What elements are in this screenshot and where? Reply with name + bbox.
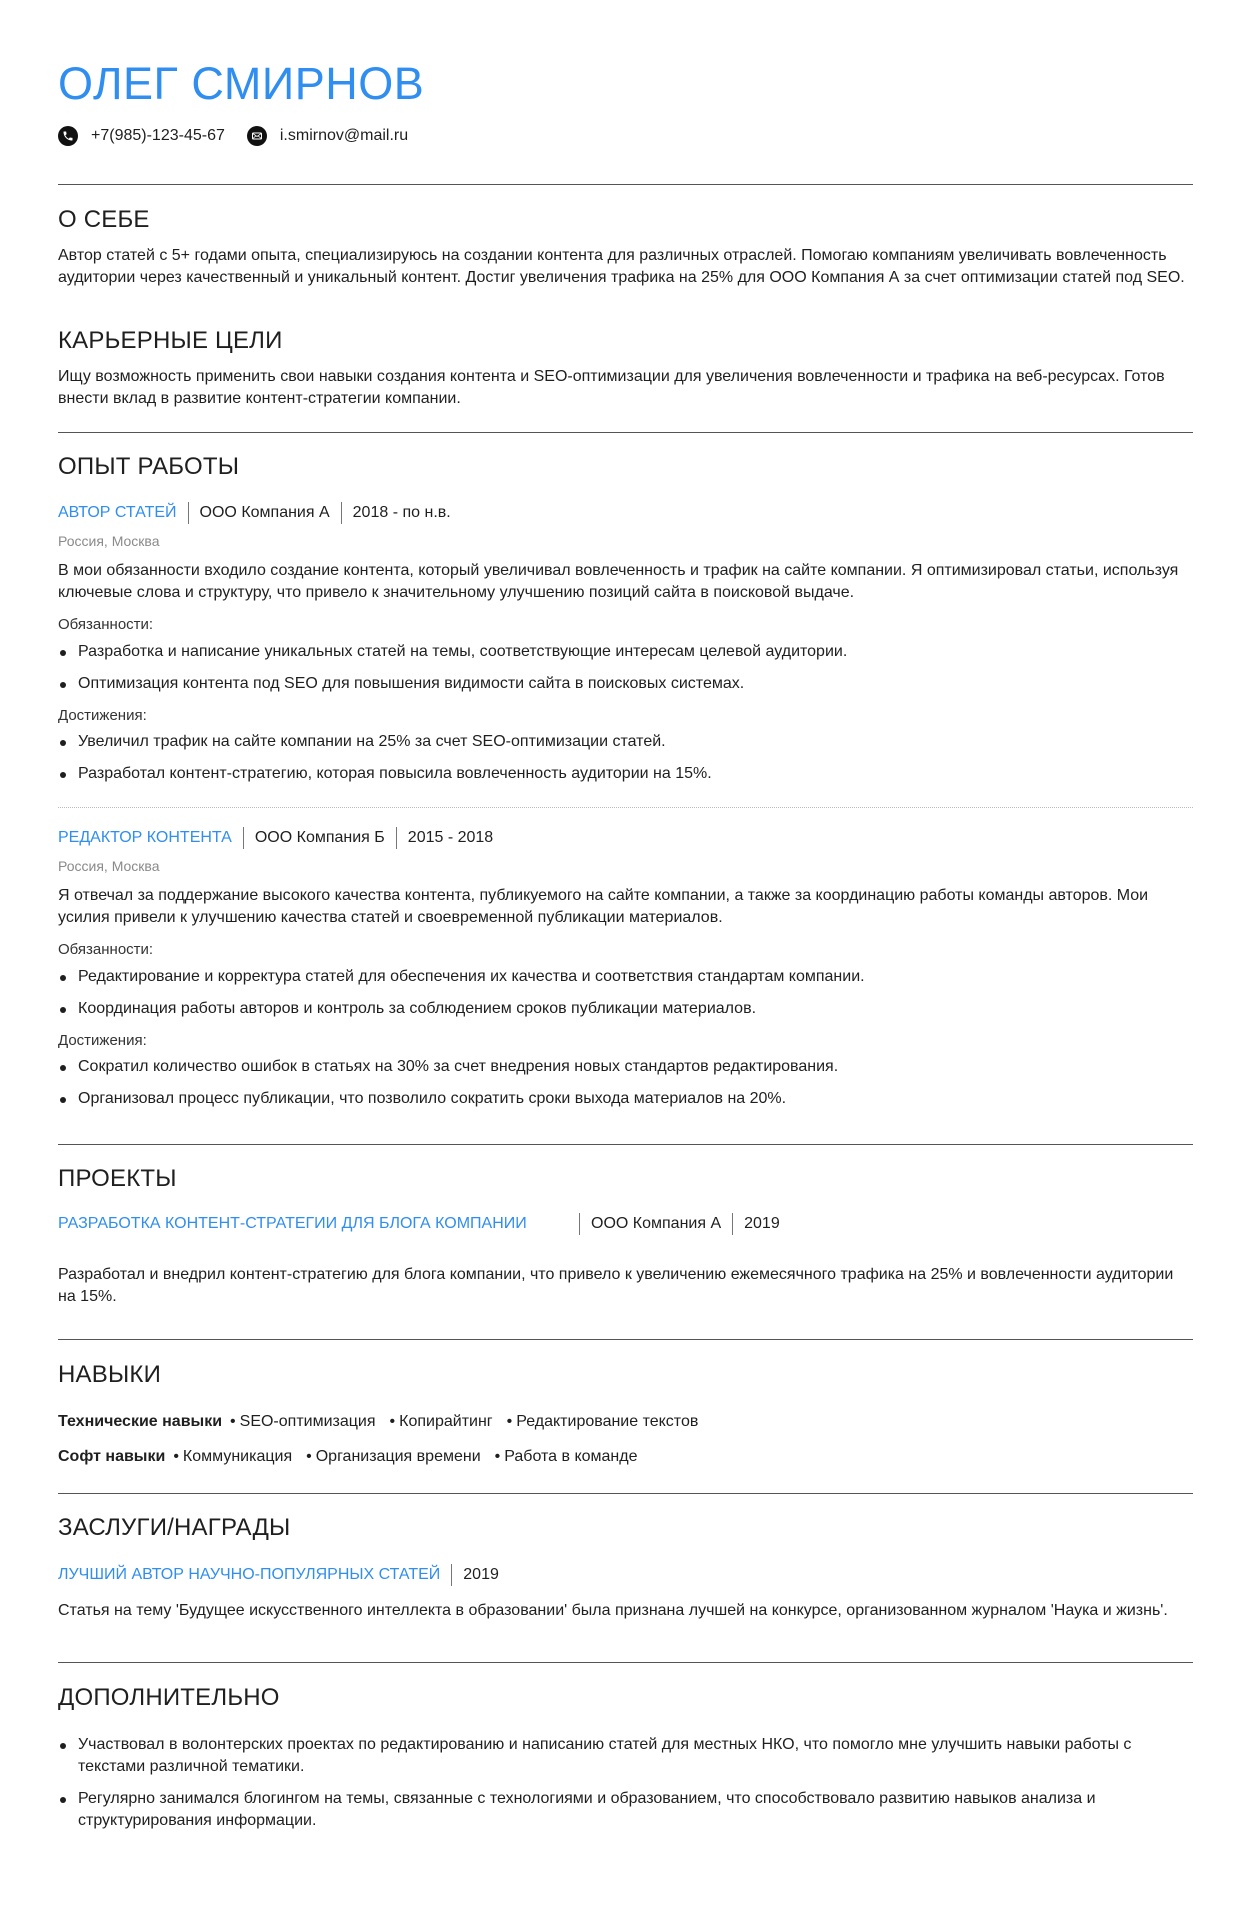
- phone-number: +7(985)-123-45-67: [91, 127, 225, 144]
- projects-heading: ПРОЕКТЫ: [58, 1165, 177, 1192]
- skill-item: • Работа в команде: [495, 1446, 638, 1468]
- job-description: В мои обязанности входило создание контента, который увеличивал вовлеченность и трафик на сайте компании. Я оптимизировал статьи, используя ключевые слова и структуру, что привело к значительному улучшению позиций сайта в поисковой выдаче.: [58, 562, 1179, 601]
- additional-heading: ДОПОЛНИТЕЛЬНО: [58, 1684, 280, 1711]
- list-item: Участвовал в волонтерских проектах по редактированию и написанию статей для местных НКО, что помогло мне улучшить навыки работы с текстами различной тематики.: [58, 1734, 1193, 1778]
- job-period: 2018 - по н.в.: [352, 504, 451, 521]
- awards-heading: ЗАСЛУГИ/НАГРАДЫ: [58, 1514, 291, 1541]
- achievements-list: [58, 1056, 1193, 1120]
- job-location: Россия, Москва: [58, 533, 160, 549]
- list-item: Регулярно занимался блогингом на темы, связанные с технологиями и образованием, что способствовало развитию навыков анализа и структурирования информации.: [58, 1788, 1193, 1832]
- award-year: 2019: [463, 1566, 499, 1583]
- achievements-list: [58, 731, 1193, 795]
- job-divider: [58, 807, 1193, 808]
- separator: [396, 827, 397, 849]
- about-text: Автор статей с 5+ годами опыта, специализируюсь на создании контента для различных отраслей. Помогаю компаниям увеличивать вовлеченность аудитории через качественный и уникальный контент. Достиг увеличения трафика на 25% для ООО Компания А за счет оптимизации статей под SEO.: [58, 247, 1185, 286]
- phone-contact[interactable]: [58, 125, 225, 147]
- contacts: [58, 124, 430, 148]
- skill-item: • Редактирование текстов: [507, 1411, 699, 1433]
- list-item: Оптимизация контента под SEO для повышения видимости сайта в поисковых системах.: [58, 673, 1193, 695]
- divider: [58, 184, 1193, 185]
- list-item: Координация работы авторов и контроль за соблюдением сроков публикации материалов.: [58, 998, 1193, 1020]
- about-heading: О СЕБЕ: [58, 206, 150, 233]
- skill-item: • Копирайтинг: [390, 1411, 493, 1433]
- separator: [451, 1564, 452, 1586]
- separator: [243, 827, 244, 849]
- skill-category: Софт навыки: [58, 1448, 166, 1465]
- skills-heading: НАВЫКИ: [58, 1361, 162, 1388]
- list-item: Сократил количество ошибок в статьях на 30% за счет внедрения новых стандартов редактирования.: [58, 1056, 1193, 1078]
- job-location: Россия, Москва: [58, 858, 160, 874]
- goals-text: Ищу возможность применить свои навыки создания контента и SEO-оптимизации для увеличения вовлеченности и трафика на веб-ресурсах. Готов внести вклад в развитие контент-стратегии компании.: [58, 368, 1165, 407]
- job-company: ООО Компания Б: [254, 829, 385, 846]
- project-year: 2019: [744, 1215, 780, 1232]
- separator: [188, 502, 189, 524]
- skill-item: • SEO-оптимизация: [230, 1411, 376, 1433]
- goals-heading: КАРЬЕРНЫЕ ЦЕЛИ: [58, 327, 283, 354]
- experience-heading: ОПЫТ РАБОТЫ: [58, 453, 240, 480]
- job-title: АВТОР СТАТЕЙ: [58, 504, 177, 521]
- job-description: Я отвечал за поддержание высокого качества контента, публикуемого на сайте компании, а также за координацию работы команды авторов. Мои усилия привели к улучшению качества статей и своевременной публикации материалов.: [58, 887, 1149, 926]
- duties-label: Обязанности:: [58, 941, 154, 958]
- candidate-name: ОЛЕГ СМИРНОВ: [58, 58, 425, 109]
- separator: [579, 1213, 580, 1235]
- duties-label: Обязанности:: [58, 616, 154, 633]
- duties-list: [58, 966, 1193, 1030]
- skill-group-soft: [58, 1446, 651, 1468]
- skill-category: Технические навыки: [58, 1413, 223, 1430]
- job-company: ООО Компания А: [199, 504, 330, 521]
- achievements-label: Достижения:: [58, 1032, 147, 1049]
- divider: [58, 1662, 1193, 1663]
- divider: [58, 432, 1193, 433]
- job-header: [58, 502, 451, 524]
- divider: [58, 1493, 1193, 1494]
- skill-item: • Коммуникация: [173, 1446, 292, 1468]
- duties-list: [58, 641, 1193, 705]
- award-description: Статья на тему 'Будущее искусственного интеллекта в образовании' была признана лучшей на конкурсе, организованном журналом 'Наука и жизнь'.: [58, 1602, 1168, 1619]
- project-title: РАЗРАБОТКА КОНТЕНТ-СТРАТЕГИИ ДЛЯ БЛОГА КОМПАНИИ: [58, 1215, 527, 1232]
- list-item: Увеличил трафик на сайте компании на 25% за счет SEO-оптимизации статей.: [58, 731, 1193, 753]
- project-description: Разработал и внедрил контент-стратегию для блога компании, что привело к увеличению ежемесячного трафика на 25% и вовлеченности аудитории на 15%.: [58, 1266, 1174, 1305]
- job-title: РЕДАКТОР КОНТЕНТА: [58, 829, 232, 846]
- job-period: 2015 - 2018: [407, 829, 494, 846]
- divider: [58, 1339, 1193, 1340]
- skill-item: • Организация времени: [306, 1446, 481, 1468]
- separator: [341, 502, 342, 524]
- list-item: Разработал контент-стратегию, которая повысила вовлеченность аудитории на 15%.: [58, 763, 1193, 785]
- list-item: Организовал процесс публикации, что позволило сократить сроки выхода материалов на 20%.: [58, 1088, 1193, 1110]
- project-company: ООО Компания А: [591, 1215, 722, 1232]
- job-header: [58, 827, 493, 849]
- divider: [58, 1144, 1193, 1145]
- envelope-icon: [247, 126, 267, 146]
- achievements-label: Достижения:: [58, 707, 147, 724]
- phone-icon: [58, 126, 78, 146]
- project-header: [58, 1213, 1193, 1235]
- award-header: [58, 1564, 499, 1586]
- list-item: Редактирование и корректура статей для обеспечения их качества и соответствия стандартам компании.: [58, 966, 1193, 988]
- award-title: ЛУЧШИЙ АВТОР НАУЧНО-ПОПУЛЯРНЫХ СТАТЕЙ: [58, 1566, 441, 1583]
- email-contact[interactable]: [247, 125, 408, 147]
- separator: [732, 1213, 733, 1235]
- email-address: i.smirnov@mail.ru: [279, 127, 409, 144]
- list-item: Разработка и написание уникальных статей на темы, соответствующие интересам целевой аудитории.: [58, 641, 1193, 663]
- additional-list: [58, 1734, 1193, 1842]
- skill-group-technical: [58, 1411, 712, 1433]
